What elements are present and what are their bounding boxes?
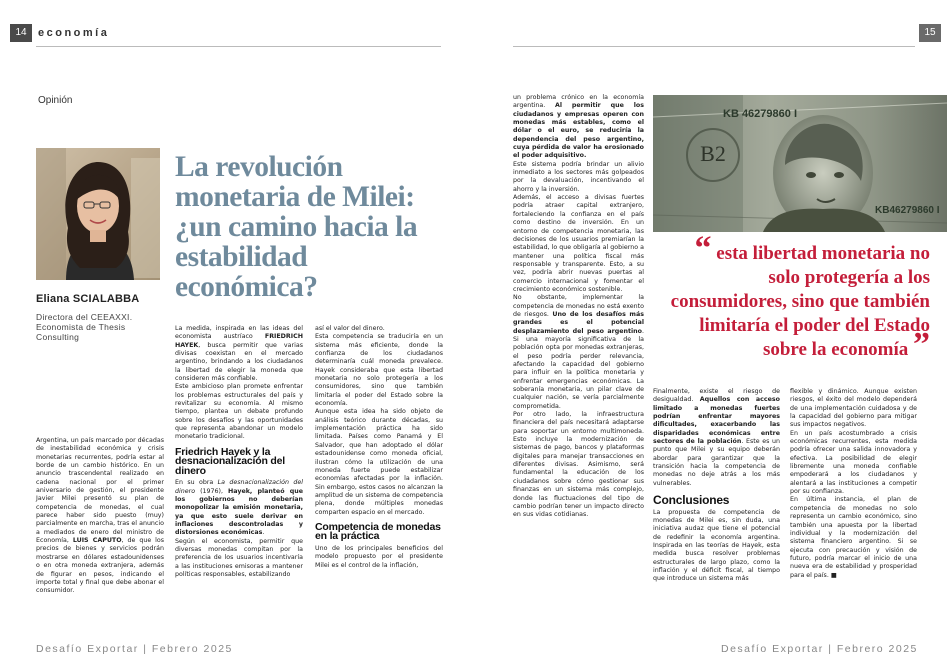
paragraph: Uno de los principales beneficios del modelo propuesto por el presidente Milei es el control de la inflación, xyxy=(315,544,443,569)
close-quote-icon: ” xyxy=(913,326,930,363)
paragraph: Este sistema podría brindar un alivio inmediato a los sectores más golpeados por la devaluación, incentivando el ahorro y la inversión. xyxy=(513,160,644,193)
paragraph: Finalmente, existe el riesgo de desigualdad. Aquellos con acceso limitado a monedas fuertes podrían enfrentar mayores dificultades, exacerbando las disparidades económicas entre sectores de la población. Este es un punto que Milei y su equipo deberán abordar para garantizar que la transición hacia la competencia de monedas no deje atrás a los más vulnerables. xyxy=(653,388,780,487)
article-column-3 xyxy=(315,325,443,570)
opinion-label: Opinión xyxy=(38,95,73,106)
banknote-district: B2 xyxy=(700,141,726,166)
subheading-hayek: Friedrich Hayek y la desnacionalización del dinero xyxy=(175,445,285,477)
paragraph: La propuesta de competencia de monedas de Milei es, sin duda, una iniciativa audaz que tiene el potencial de redefinir la economía argentina. Inspirada en las teorías de Hayek, esta medida busca resolver problemas estructurales de largo plazo, como la inflación y el déficit fiscal, al tiempo que introduce un sistema más xyxy=(653,508,780,583)
author-photo xyxy=(36,148,160,280)
paragraph: En última instancia, el plan de competencia de monedas no solo representa un cambio económico, sino también una apuesta por la libertad individual y la modernización del sistema financiero argentino. Si se ejecuta con precaución y visión de futuro, podría marcar el inicio de una nueva era de estabilidad y prosperidad para el país. ■ xyxy=(790,496,917,579)
article-column-5 xyxy=(653,388,780,584)
paragraph: Según el economista, permitir que diversas monedas compitan por la preferencia de los usuarios incentivaría a las instituciones emisoras a mantener políticas responsables, estabilizando xyxy=(175,537,303,579)
article-headline: La revolución monetaria de Milei: ¿un camino hacia la estabilidad económica? xyxy=(175,151,418,303)
paragraph: Por otro lado, la infraestructura financiera del país necesitará adaptarse para soportar un entorno multimoneda. Esto incluye la modernización de sistemas de pago, bancos y plataformas digitales para manejar transacciones en diferentes divisas. Asimismo, será fundamental la educación de los ciudadanos sobre cómo gestionar sus finanzas en un sistema más complejo, donde las fluctuaciones del tipo de cambio podrían tener un impacto directo en sus vidas cotidianas. xyxy=(513,411,644,519)
footer-left: Desafío Exportar | Febrero 2025 xyxy=(36,643,233,655)
paragraph: La medida, inspirada en las ideas del economista austríaco FRIEDRICH HAYEK, busca permitir que varias divisas coexistan en el mercado argentino, brindando a los ciudadanos la libertad de elegir la moneda que consideren más confiable. xyxy=(175,325,303,383)
paragraph: un problema crónico en la economía argentina. Al permitir que los ciudadanos y empresas operen con monedas más estables, como el dólar o el euro, se reduciría la dependencia del peso argentino, cuya pérdida de valor ha erosionado el poder adquisitivo. xyxy=(513,94,644,160)
open-quote-icon: “ xyxy=(694,230,712,267)
header-rule-right xyxy=(513,46,915,47)
paragraph: Además, el acceso a divisas fuertes podría atraer capital extranjero, fortaleciendo la confianza en el país como destino de inversión. En un entorno de competencia monetaria, las decisiones de los usuarios premiarían la estabilidad, lo que obligaría al gobierno a mantener una política fiscal más responsable y transparente. Esto, a su vez, podría abrir nuevas puertas al comercio internacional y fomentar el crecimiento económico sostenible. xyxy=(513,194,644,293)
author-name: Eliana SCIALABBA xyxy=(36,293,140,305)
article-column-1 xyxy=(36,437,164,596)
paragraph: Aunque esta idea ha sido objeto de análisis teórico durante décadas, su implementación práctica ha sido limitada. Países como Panamá y El Salvador, que han adoptado el dólar estadounidense como moneda oficial, ilustran cómo la utilización de una moneda fuerte puede estabilizar economías afectadas por la inflación. Sin embargo, estos casos no alcanzan la amplitud de un sistema de competencia plena, donde múltiples monedas comparten espacio en el mercado. xyxy=(315,408,443,516)
paragraph: Esta competencia se traduciría en un sistema más eficiente, donde la confianza de los ciudadanos determinaría cuál moneda prevalece. Hayek consideraba que esta libertad monetaria no solo protegería a los consumidores, sino que también limitaría el poder del Estado sobre la economía. xyxy=(315,333,443,408)
paragraph: En un país acostumbrado a crisis económicas recurrentes, esta medida podría ofrecer una salida innovadora y efectiva. La posibilidad de elegir libremente una moneda confiable empoderará a los ciudadanos y alentará a las instituciones a competir por su confianza. xyxy=(790,429,917,496)
section-title: economía xyxy=(38,27,110,39)
end-mark-icon: ■ xyxy=(830,571,837,579)
paragraph: así el valor del dinero. xyxy=(315,325,385,332)
header-rule-left xyxy=(36,46,441,47)
pull-quote-text: esta libertad monetaria no solo protegería a los consumidores, sino que también limitaría el poder del Estado sobre la economía xyxy=(670,243,930,360)
article-column-6 xyxy=(790,388,917,580)
page-number-left: 14 xyxy=(10,24,32,42)
paragraph: Este ambicioso plan promete enfrentar los problemas estructurales del país y revitalizar su economía. Al mismo tiempo, plantea un debate profundo sobre los desafíos y las oportunidades que representa abandonar un modelo monetario tradicional. xyxy=(175,383,303,441)
page-number-right: 15 xyxy=(919,24,941,42)
paragraph: Argentina, un país marcado por décadas de inestabilidad económica y crisis monetarias recurrentes, podría estar al borde de un cambio histórico. En un anuncio trascendental realizado en cadena nacional por el primer aniversario de gestión, el presidente Javier Milei presentó su plan de competencia de monedas, el cual parece haber sido puesto (muy) parcialmente en marcha, tras el anuncio a mediados de enero del ministro de Economía, LUIS CAPUTO, de que los precios de bienes y servicios podrán mostrarse en dólares estadounidenses o en otra moneda extranjera, además de figurar en pesos, indicando el importe total y final que debe abonar el consumidor. xyxy=(36,437,165,595)
subheading-competencia: Competencia de monedas en la práctica xyxy=(315,520,441,543)
paragraph: En su obra La desnacionalización del dinero (1976), Hayek, planteó que los gobiernos no deberían monopolizar la emisión monetaria, ya que esto suele derivar en inflaciones descontroladas y distorsiones económicas. xyxy=(175,479,303,537)
footer-right: Desafío Exportar | Febrero 2025 xyxy=(721,643,918,655)
pull-quote xyxy=(660,230,930,363)
paragraph: No obstante, implementar la competencia de monedas no está exento de riesgos. Uno de los desafíos más grandes es el potencial desplazamiento del peso argentino. Si una mayoría significativa de la población opta por monedas extranjeras, el peso podría perder relevancia, afectando la capacidad del gobierno para influir en la política monetaria y enfrentar emergencias económicas. La soberanía monetaria, un pilar clave de cualquier nación, se vería parcialmente comprometida. xyxy=(513,294,644,410)
subheading-conclusiones: Conclusiones xyxy=(653,493,730,508)
banknote-serial: KB 46279860 I xyxy=(723,108,797,120)
author-title-line1: Directora del CEEAXXI. xyxy=(36,312,133,322)
author-title xyxy=(36,312,166,342)
author-title-line2: Economista de Thesis Consulting xyxy=(36,322,126,342)
banknote-serial-2: KB46279860 I xyxy=(875,205,940,216)
paragraph: flexible y dinámico. Aunque existen riesgos, el éxito del modelo dependerá de una implementación cuidadosa y de la capacidad del gobierno para mitigar sus impactos negativos. xyxy=(790,388,917,429)
article-column-4 xyxy=(513,94,644,520)
banknote-photo xyxy=(653,95,947,232)
article-column-2 xyxy=(175,325,303,579)
